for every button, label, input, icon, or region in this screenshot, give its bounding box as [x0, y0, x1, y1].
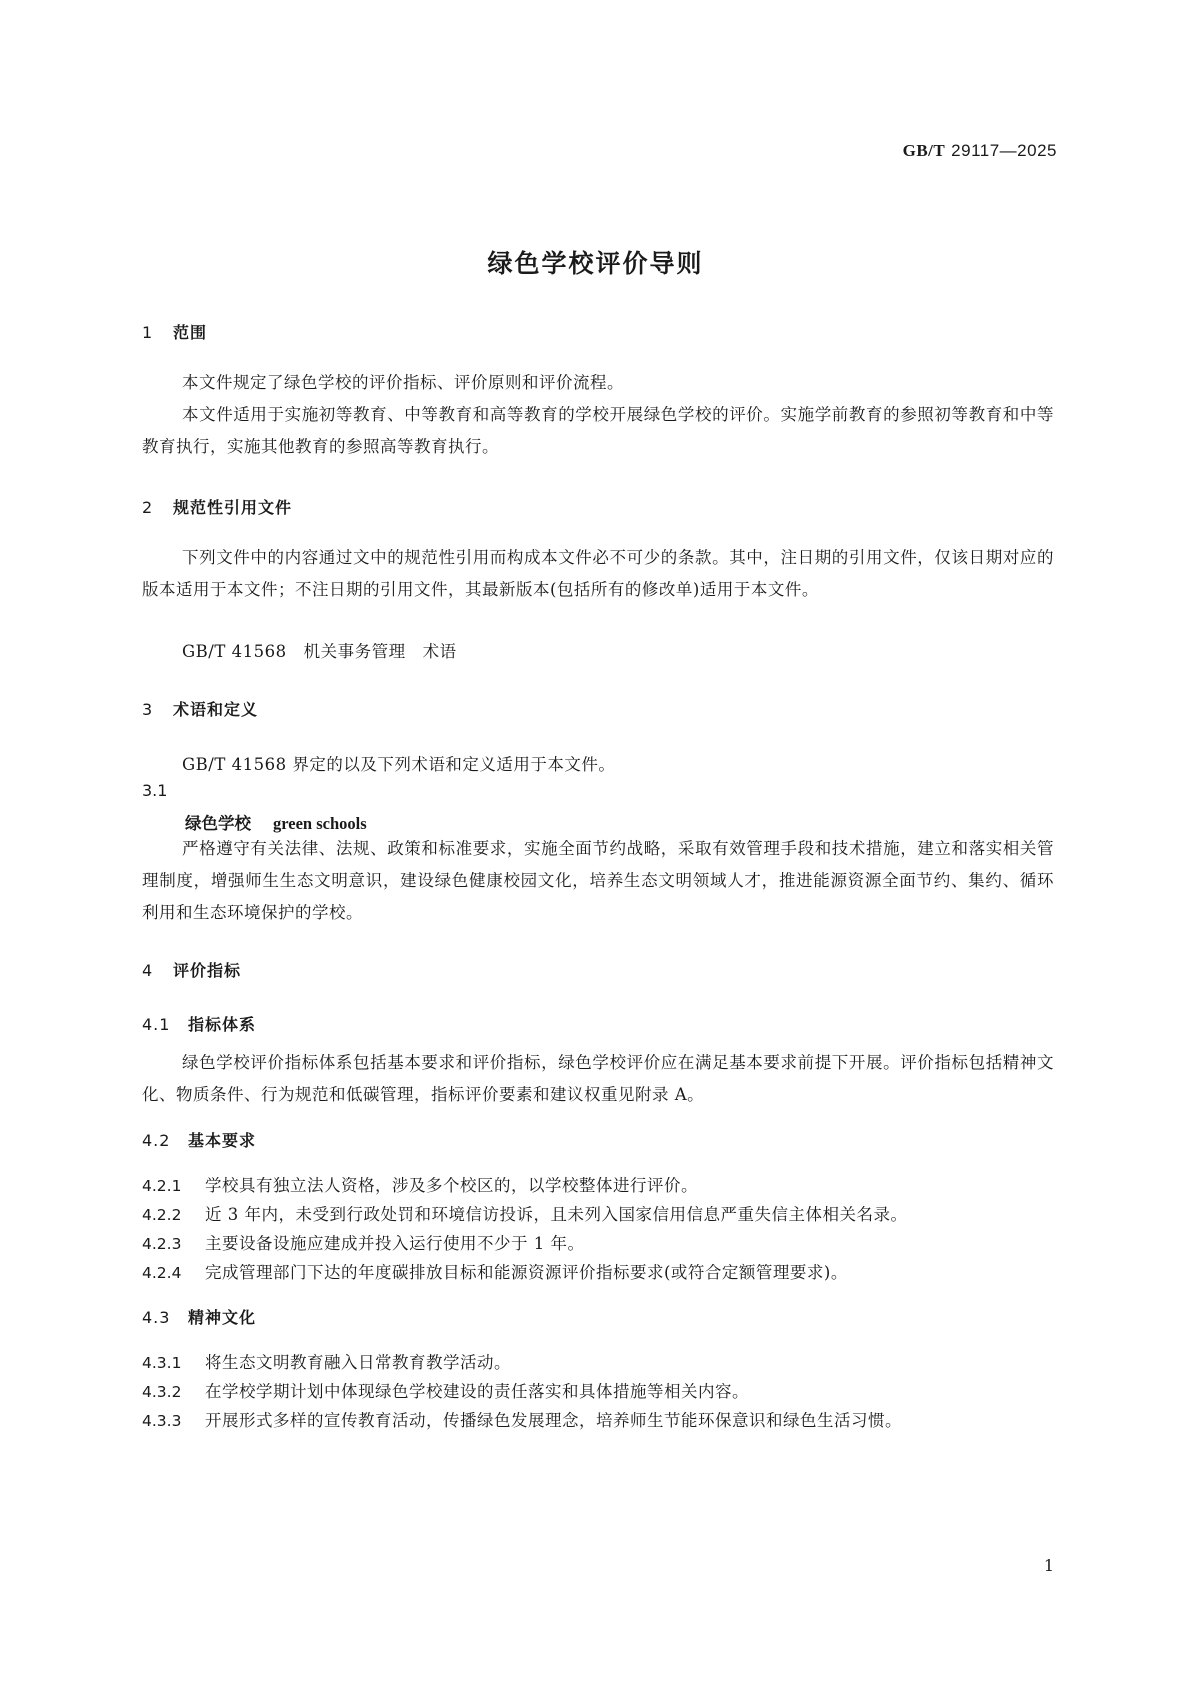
clause-number: 4.2.2 [142, 1206, 182, 1224]
paragraph: 下列文件中的内容通过文中的规范性引用而构成本文件必不可少的条款。其中，注日期的引用文件，仅该日期对应的版本适用于本文件；不注日期的引用文件，其最新版本(包括所有的修改单)适用于本文件。 [142, 548, 1054, 599]
clause-text: 近 3 年内，未受到行政处罚和环境信访投诉，且未列入国家信用信息严重失信主体相关名录。 [205, 1205, 908, 1224]
term-english: green schools [273, 814, 367, 833]
clause-text: 开展形式多样的宣传教育活动，传播绿色发展理念，培养师生节能环保意识和绿色生活习惯。 [205, 1411, 902, 1430]
section-4-1-heading [142, 1012, 256, 1035]
clause [142, 1349, 511, 1373]
clause [142, 1378, 749, 1402]
section-4-heading [142, 958, 241, 981]
document-title: 绿色学校评价导则 [487, 249, 704, 278]
paragraph: 本文件适用于实施初等教育、中等教育和高等教育的学校开展绿色学校的评价。实施学前教育的参照初等教育和中等教育执行，实施其他教育的参照高等教育执行。 [142, 405, 1054, 456]
clause-number: 4.3.1 [142, 1354, 182, 1372]
clause-number: 4.2.3 [142, 1235, 182, 1253]
clause-number: 4.2.4 [142, 1264, 182, 1282]
section-number: 4.2 [142, 1131, 171, 1150]
section-title: 规范性引用文件 [173, 498, 293, 517]
clause [142, 1172, 698, 1196]
section-number: 4 [142, 961, 154, 980]
section-title: 精神文化 [188, 1308, 257, 1327]
clause-text: 主要设备设施应建成并投入运行使用不少于 1 年。 [205, 1234, 585, 1253]
clause [142, 1407, 902, 1431]
normative-reference: GB/T 41568 机关事务管理 术语 [182, 642, 457, 661]
clause-number: 4.3.3 [142, 1412, 182, 1430]
term-heading [185, 810, 367, 834]
paragraph: GB/T 41568 界定的以及下列术语和定义适用于本文件。 [182, 755, 616, 774]
clause-text: 将生态文明教育融入日常教育教学活动。 [205, 1353, 511, 1372]
term-number: 3.1 [142, 781, 168, 800]
clause [142, 1259, 848, 1283]
section-number: 1 [142, 323, 154, 342]
standard-code [903, 141, 1057, 161]
page-number: 1 [1043, 1556, 1054, 1575]
clause-number: 4.2.1 [142, 1177, 182, 1195]
clause-text: 学校具有独立法人资格，涉及多个校区的，以学校整体进行评价。 [205, 1176, 698, 1195]
paragraph: 本文件规定了绿色学校的评价指标、评价原则和评价流程。 [182, 373, 624, 392]
section-number: 3 [142, 700, 154, 719]
term-chinese: 绿色学校 [185, 814, 251, 833]
section-1-heading [142, 320, 207, 343]
section-title: 术语和定义 [173, 700, 259, 719]
clause-text: 完成管理部门下达的年度碳排放目标和能源资源评价指标要求(或符合定额管理要求)。 [205, 1263, 848, 1282]
section-4-2-heading [142, 1128, 256, 1151]
section-title: 评价指标 [173, 961, 242, 980]
section-title: 基本要求 [188, 1131, 257, 1150]
section-number: 2 [142, 498, 154, 517]
clause-number: 4.3.2 [142, 1383, 182, 1401]
section-4-3-heading [142, 1305, 256, 1328]
term-definition: 严格遵守有关法律、法规、政策和标准要求，实施全面节约战略，采取有效管理手段和技术措施，建立和落实相关管理制度，增强师生生态文明意识，建设绿色健康校园文化，培养生态文明领域人才，推进能源资源全面节约、集约、循环利用和生态环境保护的学校。 [142, 839, 1054, 922]
section-title: 范围 [173, 323, 208, 342]
clause-text: 在学校学期计划中体现绿色学校建设的责任落实和具体措施等相关内容。 [205, 1382, 749, 1401]
clause [142, 1201, 908, 1225]
section-number: 4.1 [142, 1015, 171, 1034]
section-number: 4.3 [142, 1308, 171, 1327]
section-3-heading [142, 697, 258, 720]
clause [142, 1230, 585, 1254]
paragraph: 绿色学校评价指标体系包括基本要求和评价指标，绿色学校评价应在满足基本要求前提下开展。评价指标包括精神文化、物质条件、行为规范和低碳管理，指标评价要素和建议权重见附录 A。 [142, 1053, 1054, 1104]
section-title: 指标体系 [188, 1015, 257, 1034]
section-2-heading [142, 495, 292, 518]
standard-prefix: GB/T [902, 141, 946, 160]
standard-number: 29117—2025 [951, 141, 1057, 160]
